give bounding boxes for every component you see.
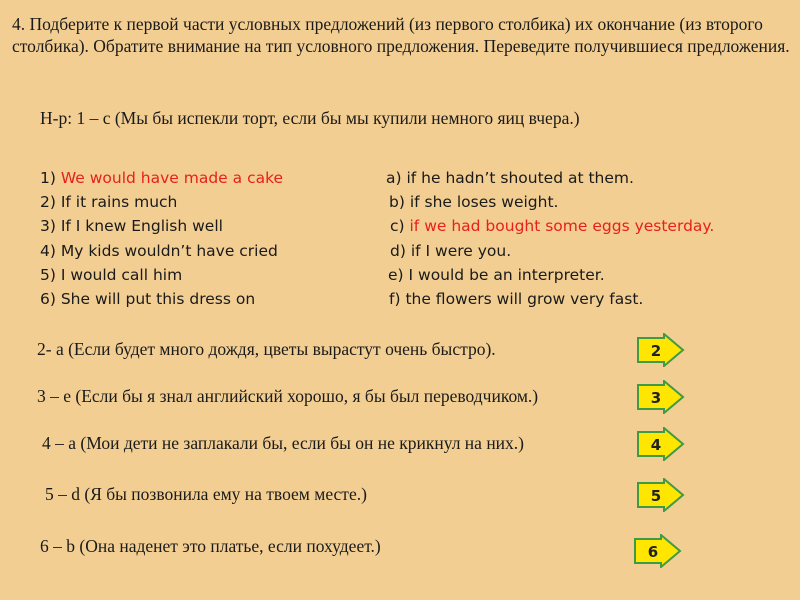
right-item: d) if I were you. xyxy=(390,241,512,260)
right-item: c) if we had bought some eggs yesterday. xyxy=(390,217,715,236)
arrow-label: 6 xyxy=(647,543,659,561)
answer-text: 4 – а (Мои дети не заплакали бы, если бы он не крикнул на них.) xyxy=(42,433,525,453)
answer-text: 6 – b (Она наденет это платье, если похудеет.) xyxy=(40,536,381,556)
answer-text: 2- а (Если будет много дождя, цветы вырастут очень быстро). xyxy=(37,339,496,359)
arrow-label: 4 xyxy=(650,436,662,454)
right-item: a) if he hadn’t shouted at them. xyxy=(386,169,634,187)
example-answer: Н-р: 1 – с (Мы бы испекли торт, если бы мы купили немного яиц вчера.) xyxy=(40,108,580,128)
answer-4-arrow-button[interactable] xyxy=(637,427,685,461)
answer-6-arrow-button[interactable] xyxy=(634,534,682,568)
right-item: f) the flowers will grow very fast. xyxy=(389,289,644,308)
left-item: 5) I would call him xyxy=(40,265,183,284)
arrow-label: 2 xyxy=(650,342,662,360)
right-item: e) I would be an interpreter. xyxy=(388,265,605,284)
task-instruction: 4. Подберите к первой части условных предложений (из первого столбика) их окончание (из второго столбика). Обратите внимание на тип условного предложения. Переведите получившиеся предложения. xyxy=(12,14,790,56)
left-item: 6) She will put this dress on xyxy=(40,289,256,308)
answer-text: 5 – d (Я бы позвонила ему на твоем месте.) xyxy=(45,484,367,504)
answer-3-arrow-button[interactable] xyxy=(637,380,685,414)
sentence-endings-column xyxy=(386,166,714,311)
arrow-label: 5 xyxy=(650,487,662,505)
left-item: 1) We would have made a cake xyxy=(40,169,284,187)
right-item: b) if she loses weight. xyxy=(389,193,559,212)
left-item: 2) If it rains much xyxy=(40,193,178,212)
answer-5-arrow-button[interactable] xyxy=(637,478,685,512)
left-item: 3) If I knew English well xyxy=(40,217,223,236)
answer-2-arrow-button[interactable] xyxy=(637,333,685,367)
arrow-label: 3 xyxy=(650,389,662,407)
left-item: 4) My kids wouldn’t have cried xyxy=(40,241,278,260)
sentence-beginnings-column xyxy=(40,166,283,311)
answer-text: 3 – е (Если бы я знал английский хорошо, я бы был переводчиком.) xyxy=(37,386,539,406)
